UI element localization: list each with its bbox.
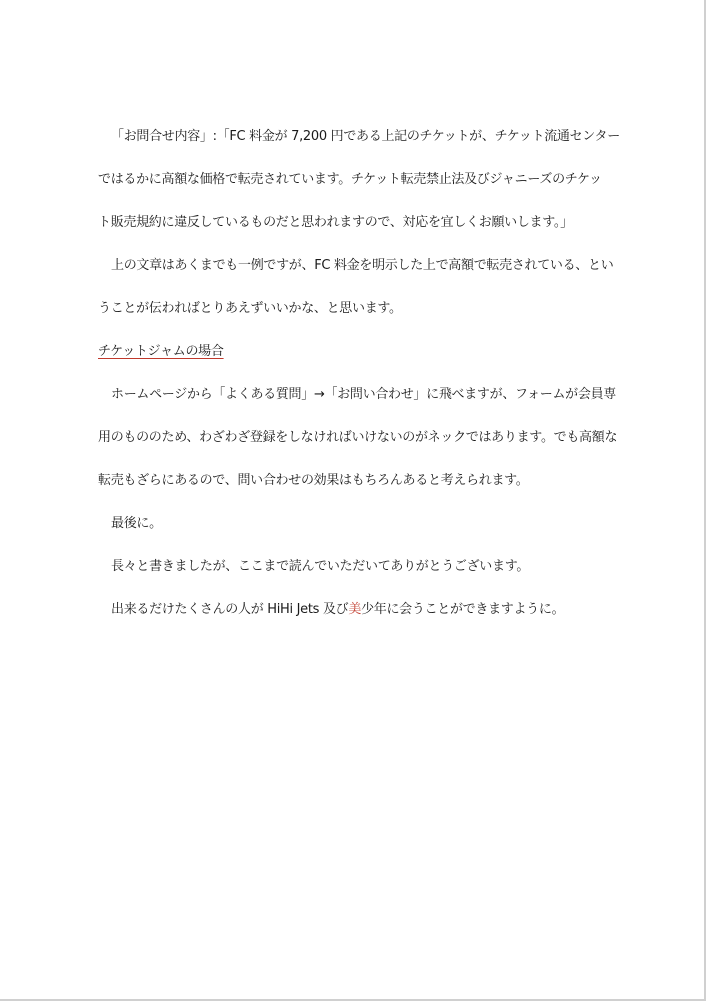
paragraph-line: 用のもののため、わざわざ登録をしなければいけないのがネックではあります。でも高額な: [98, 430, 618, 445]
closing-text-before: 出来るだけたくさんの人が HiHi Jets 及び: [111, 602, 349, 617]
section-heading-text: チケットジャムの場合: [98, 344, 224, 359]
paragraph-line: 「お問合せ内容」:「FC 料金が 7,200 円である上記のチケットが、チケット流通センター: [111, 129, 620, 144]
paragraph-line: うことが伝わればとりあえずいいかな、と思います。: [98, 301, 402, 316]
paragraph-line: 転売もざらにあるので、問い合わせの効果はもちろんあると考えられます。: [98, 473, 529, 488]
paragraph-line: 上の文章はあくまでも一例ですが、FC 料金を明示した上で高額で転売されている、とい: [111, 258, 614, 273]
paragraph-line: ト販売規約に違反しているものだと思われますので、対応を宜しくお願いします。」: [98, 215, 573, 230]
closing-text-after: 少年に会うことができますように。: [361, 602, 565, 617]
paragraph-line: 長々と書きましたが、ここまで読んでいただいてありがとうございます。: [111, 559, 530, 574]
paragraph-line: 最後に。: [111, 516, 162, 531]
paragraph-line: ではるかに高額な価格で転売されています。チケット転売禁止法及びジャニーズのチケッ: [98, 172, 602, 187]
highlighted-character: 美: [348, 602, 362, 617]
closing-line: [98, 598, 610, 641]
paragraph-line: ホームページから「よくある質問」→「お問い合わせ」に飛べますが、フォームが会員専: [111, 387, 616, 402]
section-heading: [98, 340, 610, 383]
document-body: [98, 125, 620, 641]
